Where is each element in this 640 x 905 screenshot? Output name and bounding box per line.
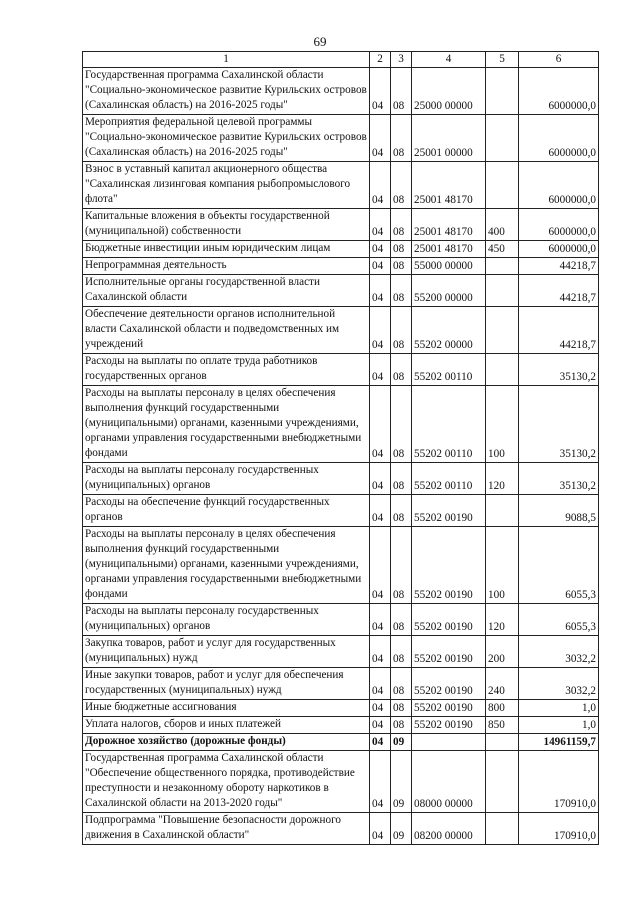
row-name: Расходы на выплаты по оплате труда работников государственных органов	[83, 354, 370, 386]
row-subsection: 08	[391, 258, 412, 275]
row-name: Расходы на выплаты персоналу государственных (муниципальных) органов	[83, 604, 370, 636]
table-row	[83, 636, 599, 668]
row-amount: 9088,5	[519, 495, 599, 527]
row-subsection: 08	[391, 495, 412, 527]
row-expense-type	[486, 115, 519, 162]
row-name: Мероприятия федеральной целевой программы "Социально-экономическое развитие Курильских островов (Сахалинская область) на 2016-2025 годы"	[83, 115, 370, 162]
row-target-code: 55202 00190	[412, 604, 486, 636]
row-name: Закупка товаров, работ и услуг для государственных (муниципальных) нужд	[83, 636, 370, 668]
row-name: Капитальные вложения в объекты государственной (муниципальной) собственности	[83, 209, 370, 241]
table-row	[83, 527, 599, 604]
row-target-code: 25000 00000	[412, 68, 486, 115]
row-section: 04	[370, 734, 391, 751]
row-expense-type: 200	[486, 636, 519, 668]
row-name: Расходы на обеспечение функций государственных органов	[83, 495, 370, 527]
row-name: Уплата налогов, сборов и иных платежей	[83, 717, 370, 734]
row-subsection: 08	[391, 463, 412, 495]
table-row	[83, 495, 599, 527]
column-header: 5	[486, 52, 519, 68]
row-target-code: 55200 00000	[412, 275, 486, 307]
row-subsection: 09	[391, 813, 412, 845]
row-target-code: 08200 00000	[412, 813, 486, 845]
row-subsection: 08	[391, 354, 412, 386]
row-section: 04	[370, 68, 391, 115]
row-name: Расходы на выплаты персоналу в целях обеспечения выполнения функций государственными (муниципальными) органами, казенными учреждениями, органами управления государственными внебюджетными фондами	[83, 527, 370, 604]
row-target-code: 25001 48170	[412, 162, 486, 209]
row-expense-type	[486, 495, 519, 527]
row-section: 04	[370, 241, 391, 258]
row-target-code	[412, 734, 486, 751]
row-target-code: 55202 00110	[412, 386, 486, 463]
row-target-code: 55202 00190	[412, 717, 486, 734]
row-subsection: 08	[391, 275, 412, 307]
row-subsection: 08	[391, 717, 412, 734]
row-expense-type: 120	[486, 463, 519, 495]
row-name: Обеспечение деятельности органов исполнительной власти Сахалинской области и подведомственных им учреждений	[83, 307, 370, 354]
table-row	[83, 68, 599, 115]
row-subsection: 08	[391, 162, 412, 209]
row-section: 04	[370, 717, 391, 734]
row-amount: 44218,7	[519, 307, 599, 354]
row-expense-type	[486, 275, 519, 307]
row-amount: 6055,3	[519, 604, 599, 636]
row-section: 04	[370, 354, 391, 386]
row-amount: 35130,2	[519, 354, 599, 386]
table-row	[83, 751, 599, 813]
table-row	[83, 209, 599, 241]
row-name: Государственная программа Сахалинской области "Социально-экономическое развитие Курильских островов (Сахалинская область) на 2016-2025 годы"	[83, 68, 370, 115]
row-expense-type: 120	[486, 604, 519, 636]
row-subsection: 08	[391, 527, 412, 604]
table-row	[83, 162, 599, 209]
row-expense-type	[486, 751, 519, 813]
table-row	[83, 258, 599, 275]
row-amount: 1,0	[519, 717, 599, 734]
row-expense-type: 240	[486, 668, 519, 700]
row-amount: 6000000,0	[519, 68, 599, 115]
row-target-code: 55202 00190	[412, 527, 486, 604]
row-amount: 3032,2	[519, 636, 599, 668]
row-target-code: 55000 00000	[412, 258, 486, 275]
row-amount: 44218,7	[519, 258, 599, 275]
row-expense-type	[486, 734, 519, 751]
row-expense-type: 400	[486, 209, 519, 241]
row-section: 04	[370, 604, 391, 636]
row-subsection: 08	[391, 386, 412, 463]
row-section: 04	[370, 527, 391, 604]
row-expense-type	[486, 162, 519, 209]
row-target-code: 25001 48170	[412, 241, 486, 258]
row-subsection: 09	[391, 751, 412, 813]
row-amount: 6000000,0	[519, 115, 599, 162]
row-target-code: 55202 00190	[412, 668, 486, 700]
row-expense-type: 850	[486, 717, 519, 734]
table-row	[83, 717, 599, 734]
row-subsection: 08	[391, 115, 412, 162]
column-header: 1	[83, 52, 370, 68]
row-expense-type	[486, 813, 519, 845]
table-row	[83, 700, 599, 717]
row-expense-type: 800	[486, 700, 519, 717]
table-row	[83, 604, 599, 636]
row-target-code: 55202 00110	[412, 354, 486, 386]
row-amount: 6000000,0	[519, 209, 599, 241]
row-subsection: 08	[391, 68, 412, 115]
row-amount: 3032,2	[519, 668, 599, 700]
row-section: 04	[370, 463, 391, 495]
table-row	[83, 668, 599, 700]
row-name: Подпрограмма "Повышение безопасности дорожного движения в Сахалинской области"	[83, 813, 370, 845]
row-target-code: 08000 00000	[412, 751, 486, 813]
row-amount: 6000000,0	[519, 162, 599, 209]
row-subsection: 08	[391, 636, 412, 668]
row-section: 04	[370, 307, 391, 354]
table-row	[83, 115, 599, 162]
row-section: 04	[370, 275, 391, 307]
table-row	[83, 463, 599, 495]
table-row	[83, 275, 599, 307]
row-subsection: 08	[391, 668, 412, 700]
row-section: 04	[370, 813, 391, 845]
column-header: 4	[412, 52, 486, 68]
row-subsection: 08	[391, 700, 412, 717]
row-expense-type	[486, 258, 519, 275]
table-header-row	[83, 52, 599, 68]
row-target-code: 25001 48170	[412, 209, 486, 241]
row-section: 04	[370, 751, 391, 813]
row-expense-type: 450	[486, 241, 519, 258]
row-target-code: 55202 00000	[412, 307, 486, 354]
row-section: 04	[370, 258, 391, 275]
row-target-code: 55202 00190	[412, 700, 486, 717]
table-row	[83, 307, 599, 354]
row-target-code: 25001 00000	[412, 115, 486, 162]
row-name: Иные закупки товаров, работ и услуг для обеспечения государственных (муниципальных) нужд	[83, 668, 370, 700]
row-name: Взнос в уставный капитал акционерного общества "Сахалинская лизинговая компания рыбопромыслового флота"	[83, 162, 370, 209]
table-row	[83, 241, 599, 258]
row-name: Расходы на выплаты персоналу в целях обеспечения выполнения функций государственными (муниципальными) органами, казенными учреждениями, органами управления государственными внебюджетными фондами	[83, 386, 370, 463]
column-header: 2	[370, 52, 391, 68]
row-section: 04	[370, 115, 391, 162]
column-header: 3	[391, 52, 412, 68]
row-name: Иные бюджетные ассигнования	[83, 700, 370, 717]
row-name: Непрограммная деятельность	[83, 258, 370, 275]
row-section: 04	[370, 636, 391, 668]
row-subsection: 08	[391, 307, 412, 354]
row-section: 04	[370, 700, 391, 717]
row-name: Бюджетные инвестиции иным юридическим лицам	[83, 241, 370, 258]
table-row	[83, 354, 599, 386]
row-amount: 14961159,7	[519, 734, 599, 751]
row-target-code: 55202 00110	[412, 463, 486, 495]
row-amount: 6000000,0	[519, 241, 599, 258]
table-row	[83, 813, 599, 845]
row-subsection: 09	[391, 734, 412, 751]
table-row	[83, 734, 599, 751]
row-expense-type	[486, 354, 519, 386]
row-name: Исполнительные органы государственной власти Сахалинской области	[83, 275, 370, 307]
row-section: 04	[370, 386, 391, 463]
column-header: 6	[519, 52, 599, 68]
row-section: 04	[370, 162, 391, 209]
row-subsection: 08	[391, 209, 412, 241]
row-target-code: 55202 00190	[412, 636, 486, 668]
row-expense-type: 100	[486, 527, 519, 604]
row-name: Государственная программа Сахалинской области "Обеспечение общественного порядка, противодействие преступности и незаконному обороту наркотиков в Сахалинской области на 2013-2020 годы"	[83, 751, 370, 813]
row-expense-type	[486, 307, 519, 354]
row-expense-type: 100	[486, 386, 519, 463]
row-section: 04	[370, 209, 391, 241]
row-amount: 35130,2	[519, 386, 599, 463]
row-amount: 44218,7	[519, 275, 599, 307]
table-row	[83, 386, 599, 463]
row-section: 04	[370, 495, 391, 527]
budget-table	[82, 51, 599, 845]
row-name: Дорожное хозяйство (дорожные фонды)	[83, 734, 370, 751]
row-subsection: 08	[391, 241, 412, 258]
row-amount: 170910,0	[519, 751, 599, 813]
row-section: 04	[370, 668, 391, 700]
row-amount: 1,0	[519, 700, 599, 717]
page-number: 69	[313, 34, 327, 49]
row-target-code: 55202 00190	[412, 495, 486, 527]
row-amount: 170910,0	[519, 813, 599, 845]
row-name: Расходы на выплаты персоналу государственных (муниципальных) органов	[83, 463, 370, 495]
row-amount: 35130,2	[519, 463, 599, 495]
row-expense-type	[486, 68, 519, 115]
row-subsection: 08	[391, 604, 412, 636]
row-amount: 6055,3	[519, 527, 599, 604]
